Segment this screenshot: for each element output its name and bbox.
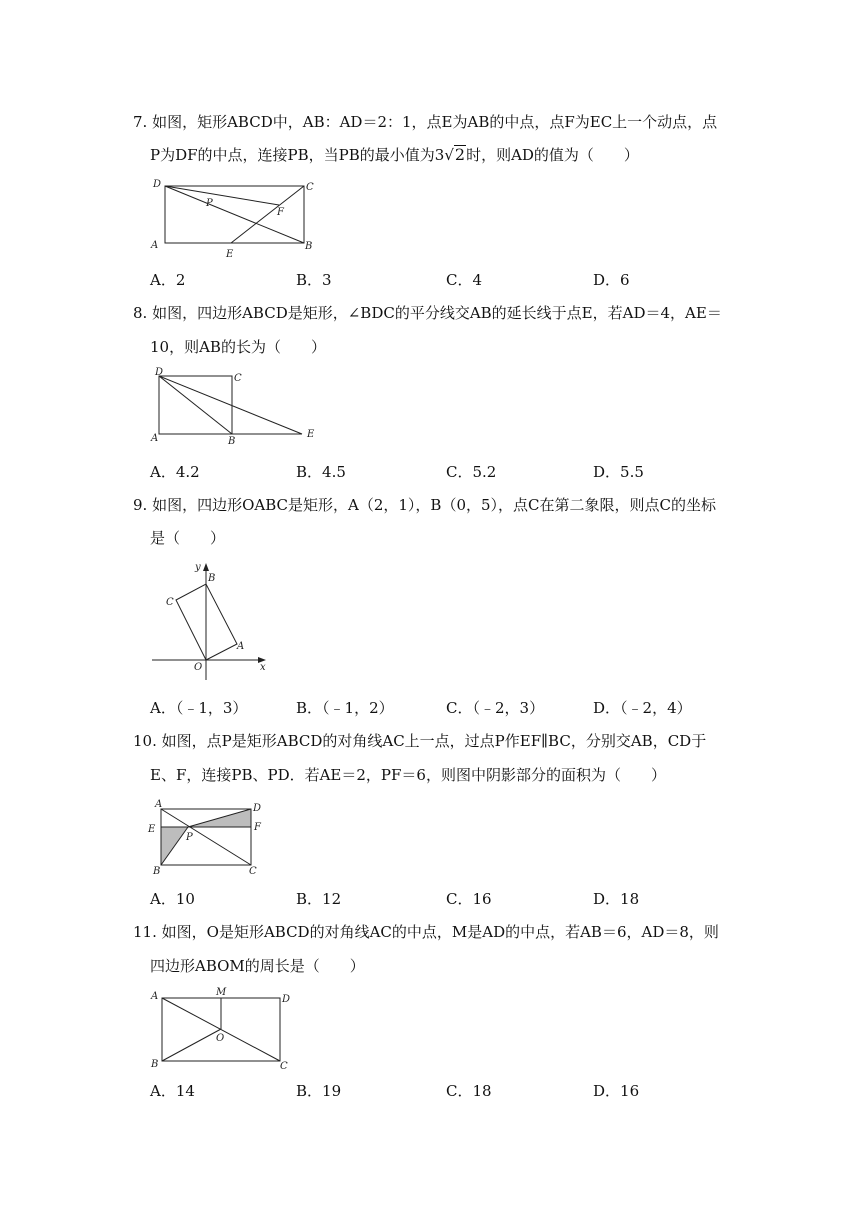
q7-label-c: C [306, 182, 314, 193]
q8-line2 [150, 337, 326, 357]
q8-number: 8. [133, 304, 148, 322]
q9-line1 [133, 495, 716, 515]
q7-text2-post: 时，则AD的值为（ ） [466, 146, 639, 164]
q8-text2: 10，则AB的长为（ ） [150, 338, 326, 356]
q10-label-e: E [148, 824, 156, 835]
q9-text2: 是（ ） [150, 529, 226, 547]
q8-label-d: D [155, 367, 164, 378]
q8-option-c[interactable]: C．5.2 [446, 463, 497, 481]
q11-option-a[interactable]: A．14 [150, 1082, 195, 1100]
q8-label-b: B [228, 436, 236, 447]
q11-text2: 四边形ABOM的周长是（ ） [150, 957, 365, 975]
q11-line1 [133, 922, 719, 942]
q8-label-a: A [151, 433, 159, 444]
q9-line2 [150, 528, 225, 548]
q7-option-a[interactable]: A．2 [150, 271, 186, 289]
q7-radicand: 2 [454, 145, 466, 164]
q8-label-e: E [307, 429, 315, 440]
q9-label-c: C [166, 597, 174, 608]
q11-line2 [150, 956, 365, 976]
q11-label-a: A [151, 991, 159, 1002]
q9-option-c[interactable]: C．（﹣2，3） [446, 699, 545, 717]
q7-line2 [150, 145, 639, 165]
q10-option-b[interactable]: B．12 [296, 890, 342, 908]
q11-option-d[interactable]: D．16 [593, 1082, 640, 1100]
q8-figure [148, 365, 328, 450]
q9-label-b: B [208, 573, 216, 584]
q7-figure [148, 175, 323, 265]
q10-figure [145, 795, 270, 880]
q7-option-d[interactable]: D．6 [593, 271, 630, 289]
q10-label-d: D [253, 803, 262, 814]
q7-text1: 如图，矩形ABCD中，AB：AD＝2：1，点E为AB的中点，点F为EC上一个动点，点 [152, 113, 718, 131]
q7-line1 [133, 112, 717, 132]
q10-line2 [150, 765, 666, 785]
q7-label-f: F [277, 207, 284, 218]
q7-option-c[interactable]: C．4 [446, 271, 483, 289]
q8-options [150, 462, 750, 482]
q11-label-o: O [216, 1033, 225, 1044]
q10-option-d[interactable]: D．18 [593, 890, 640, 908]
q7-label-p: P [206, 198, 213, 209]
q7-option-b[interactable]: B．3 [296, 271, 332, 289]
q9-label-x: x [260, 662, 266, 673]
q11-label-c: C [280, 1061, 288, 1072]
q8-line1 [133, 303, 722, 323]
q8-text1: 如图，四边形ABCD是矩形，∠BDC的平分线交AB的延长线于点E，若AD＝4，AE＝ [152, 304, 722, 322]
q10-label-f: F [254, 822, 261, 833]
q10-number: 10. [133, 732, 157, 750]
q7-label-a: A [151, 240, 159, 251]
q9-label-o: O [194, 662, 203, 673]
q9-label-a: A [237, 641, 245, 652]
q11-label-d: D [282, 994, 291, 1005]
q7-options [150, 270, 750, 290]
q10-label-a: A [155, 799, 163, 810]
q11-label-b: B [151, 1059, 159, 1070]
q10-text2: E、F，连接PB、PD．若AE＝2，PF＝6，则图中阴影部分的面积为（ ） [150, 766, 666, 784]
q9-option-a[interactable]: A．（﹣1，3） [150, 699, 248, 717]
q9-text1: 如图，四边形OABC是矩形，A（2，1），B（0，5），点C在第二象限，则点C的坐标 [152, 496, 716, 514]
q9-option-b[interactable]: B．（﹣1，2） [296, 699, 394, 717]
q7-label-e: E [226, 249, 234, 260]
q7-text2-pre: P为DF的中点，连接PB，当PB的最小值为3 [150, 146, 445, 164]
q10-option-a[interactable]: A．10 [150, 890, 195, 908]
q9-number: 9. [133, 496, 148, 514]
q11-text1: 如图，O是矩形ABCD的对角线AC的中点，M是AD的中点，若AB＝6，AD＝8，则 [161, 923, 719, 941]
q10-options [150, 889, 750, 909]
q8-label-c: C [234, 373, 242, 384]
q10-option-c[interactable]: C．16 [446, 890, 492, 908]
q8-option-a[interactable]: A．4.2 [150, 463, 200, 481]
q8-option-d[interactable]: D．5.5 [593, 463, 644, 481]
q9-option-d[interactable]: D．（﹣2，4） [593, 699, 692, 717]
q11-option-c[interactable]: C．18 [446, 1082, 492, 1100]
q10-label-b: B [153, 866, 161, 877]
q9-figure [148, 558, 273, 683]
q11-label-m: M [216, 987, 227, 998]
q7-label-d: D [153, 179, 162, 190]
q7-label-b: B [305, 241, 313, 252]
q10-label-p: P [186, 832, 193, 843]
q11-figure [145, 985, 305, 1075]
sqrt-symbol: √2 [444, 145, 466, 164]
q9-options [150, 698, 750, 718]
q11-options [150, 1081, 750, 1101]
q11-option-b[interactable]: B．19 [296, 1082, 342, 1100]
q10-text1: 如图，点P是矩形ABCD的对角线AC上一点，过点P作EF∥BC，分别交AB，CD于 [161, 732, 707, 750]
q9-label-y: y [195, 562, 201, 573]
q7-number: 7. [133, 113, 148, 131]
q8-option-b[interactable]: B．4.5 [296, 463, 346, 481]
q10-label-c: C [249, 866, 257, 877]
q10-line1 [133, 731, 706, 751]
q11-number: 11. [133, 923, 157, 941]
